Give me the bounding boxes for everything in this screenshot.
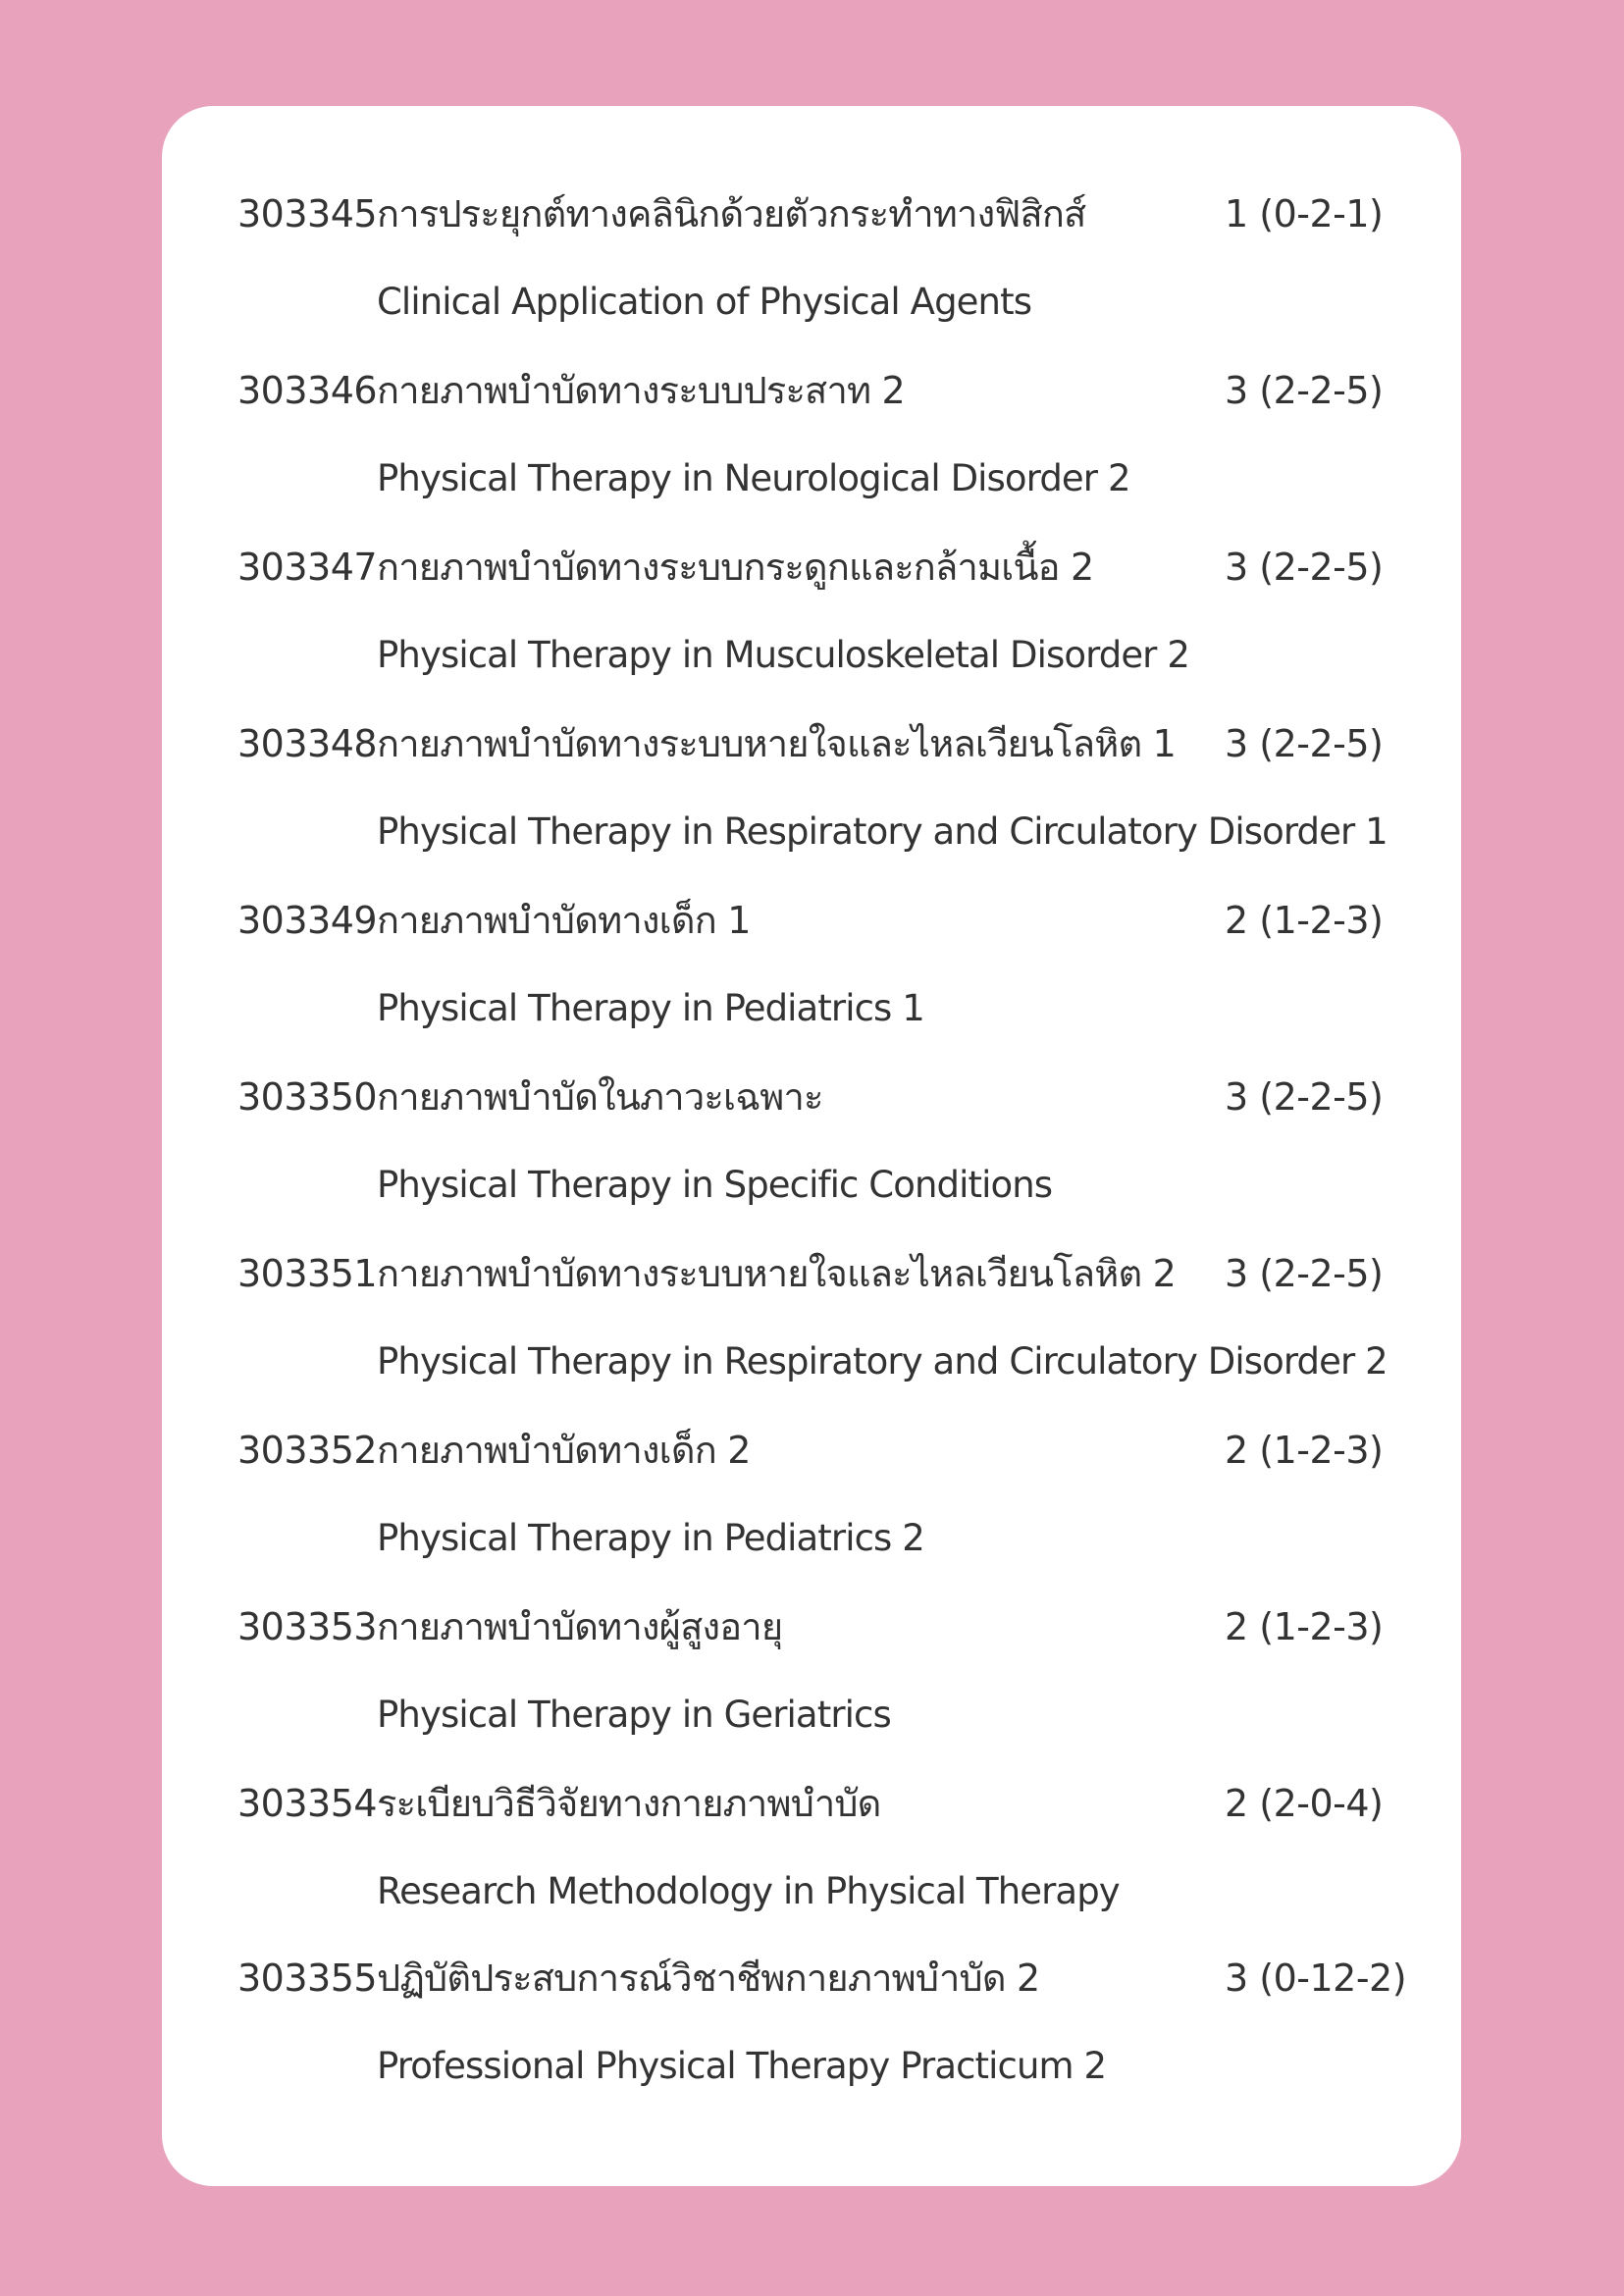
course-thai-name: กายภาพบำบัดทางเด็ก 2 xyxy=(377,1429,751,1472)
course-credits: 1 (0-2-1) xyxy=(1225,192,1384,235)
course-thai-name: กายภาพบำบัดทางระบบหายใจและไหลเวียนโลหิต 1 xyxy=(377,722,1177,765)
course-code: 303353 xyxy=(237,1605,378,1648)
course-code: 303352 xyxy=(237,1429,378,1472)
course-code: 303346 xyxy=(237,369,378,412)
course-english-name: Physical Therapy in Geriatrics xyxy=(377,1694,891,1736)
course-credits: 3 (2-2-5) xyxy=(1225,722,1384,765)
course-entry xyxy=(162,1406,1461,1583)
course-entry xyxy=(162,1583,1461,1759)
course-thai-name: กายภาพบำบัดทางระบบหายใจและไหลเวียนโลหิต 2 xyxy=(377,1252,1177,1295)
course-english-name: Research Methodology in Physical Therapy xyxy=(377,1870,1120,1912)
course-credits: 2 (2-0-4) xyxy=(1225,1782,1384,1825)
course-english-name: Physical Therapy in Pediatrics 1 xyxy=(377,987,924,1029)
course-code: 303348 xyxy=(237,722,378,765)
course-thai-name: กายภาพบำบัดทางผู้สูงอายุ xyxy=(377,1605,783,1648)
course-entry xyxy=(162,700,1461,876)
course-card xyxy=(162,106,1461,2186)
course-credits: 3 (2-2-5) xyxy=(1225,1075,1384,1119)
course-credits: 3 (2-2-5) xyxy=(1225,1252,1384,1295)
course-thai-name: กายภาพบำบัดทางเด็ก 1 xyxy=(377,899,751,942)
course-thai-name: ระเบียบวิธีวิจัยทางกายภาพบำบัด xyxy=(377,1782,881,1825)
course-credits: 3 (2-2-5) xyxy=(1225,546,1384,589)
course-code: 303345 xyxy=(237,192,378,235)
course-english-name: Physical Therapy in Respiratory and Circulatory Disorder 1 xyxy=(377,810,1388,853)
course-english-name: Professional Physical Therapy Practicum 2 xyxy=(377,2045,1107,2087)
course-thai-name: กายภาพบำบัดในภาวะเฉพาะ xyxy=(377,1075,823,1119)
course-entry xyxy=(162,170,1461,346)
course-code: 303351 xyxy=(237,1252,378,1295)
course-credits: 2 (1-2-3) xyxy=(1225,899,1384,942)
course-credits: 3 (2-2-5) xyxy=(1225,369,1384,412)
course-english-name: Physical Therapy in Respiratory and Circulatory Disorder 2 xyxy=(377,1340,1388,1383)
course-code: 303347 xyxy=(237,546,378,589)
course-entry xyxy=(162,523,1461,700)
course-entry xyxy=(162,346,1461,523)
course-entry xyxy=(162,1759,1461,1936)
course-entry xyxy=(162,876,1461,1053)
course-thai-name: ปฏิบัติประสบการณ์วิชาชีพกายภาพบำบัด 2 xyxy=(377,1957,1040,2000)
course-credits: 2 (1-2-3) xyxy=(1225,1429,1384,1472)
course-english-name: Physical Therapy in Specific Conditions xyxy=(377,1164,1053,1206)
course-thai-name: กายภาพบำบัดทางระบบกระดูกและกล้ามเนื้อ 2 xyxy=(377,546,1094,589)
course-english-name: Physical Therapy in Pediatrics 2 xyxy=(377,1517,924,1559)
course-credits: 2 (1-2-3) xyxy=(1225,1605,1384,1648)
course-thai-name: การประยุกต์ทางคลินิกด้วยตัวกระทำทางฟิสิกส์ xyxy=(377,192,1086,235)
course-code: 303350 xyxy=(237,1075,378,1119)
course-list xyxy=(162,106,1461,2186)
course-english-name: Physical Therapy in Neurological Disorder 2 xyxy=(377,457,1130,499)
course-entry xyxy=(162,1229,1461,1406)
course-entry xyxy=(162,1053,1461,1229)
course-english-name: Physical Therapy in Musculoskeletal Disorder 2 xyxy=(377,634,1189,676)
course-code: 303349 xyxy=(237,899,378,942)
course-credits: 3 (0-12-2) xyxy=(1225,1957,1407,2000)
course-thai-name: กายภาพบำบัดทางระบบประสาท 2 xyxy=(377,369,905,412)
course-code: 303354 xyxy=(237,1782,378,1825)
course-english-name: Clinical Application of Physical Agents xyxy=(377,281,1032,323)
course-entry xyxy=(162,1934,1461,2111)
course-code: 303355 xyxy=(237,1957,378,2000)
